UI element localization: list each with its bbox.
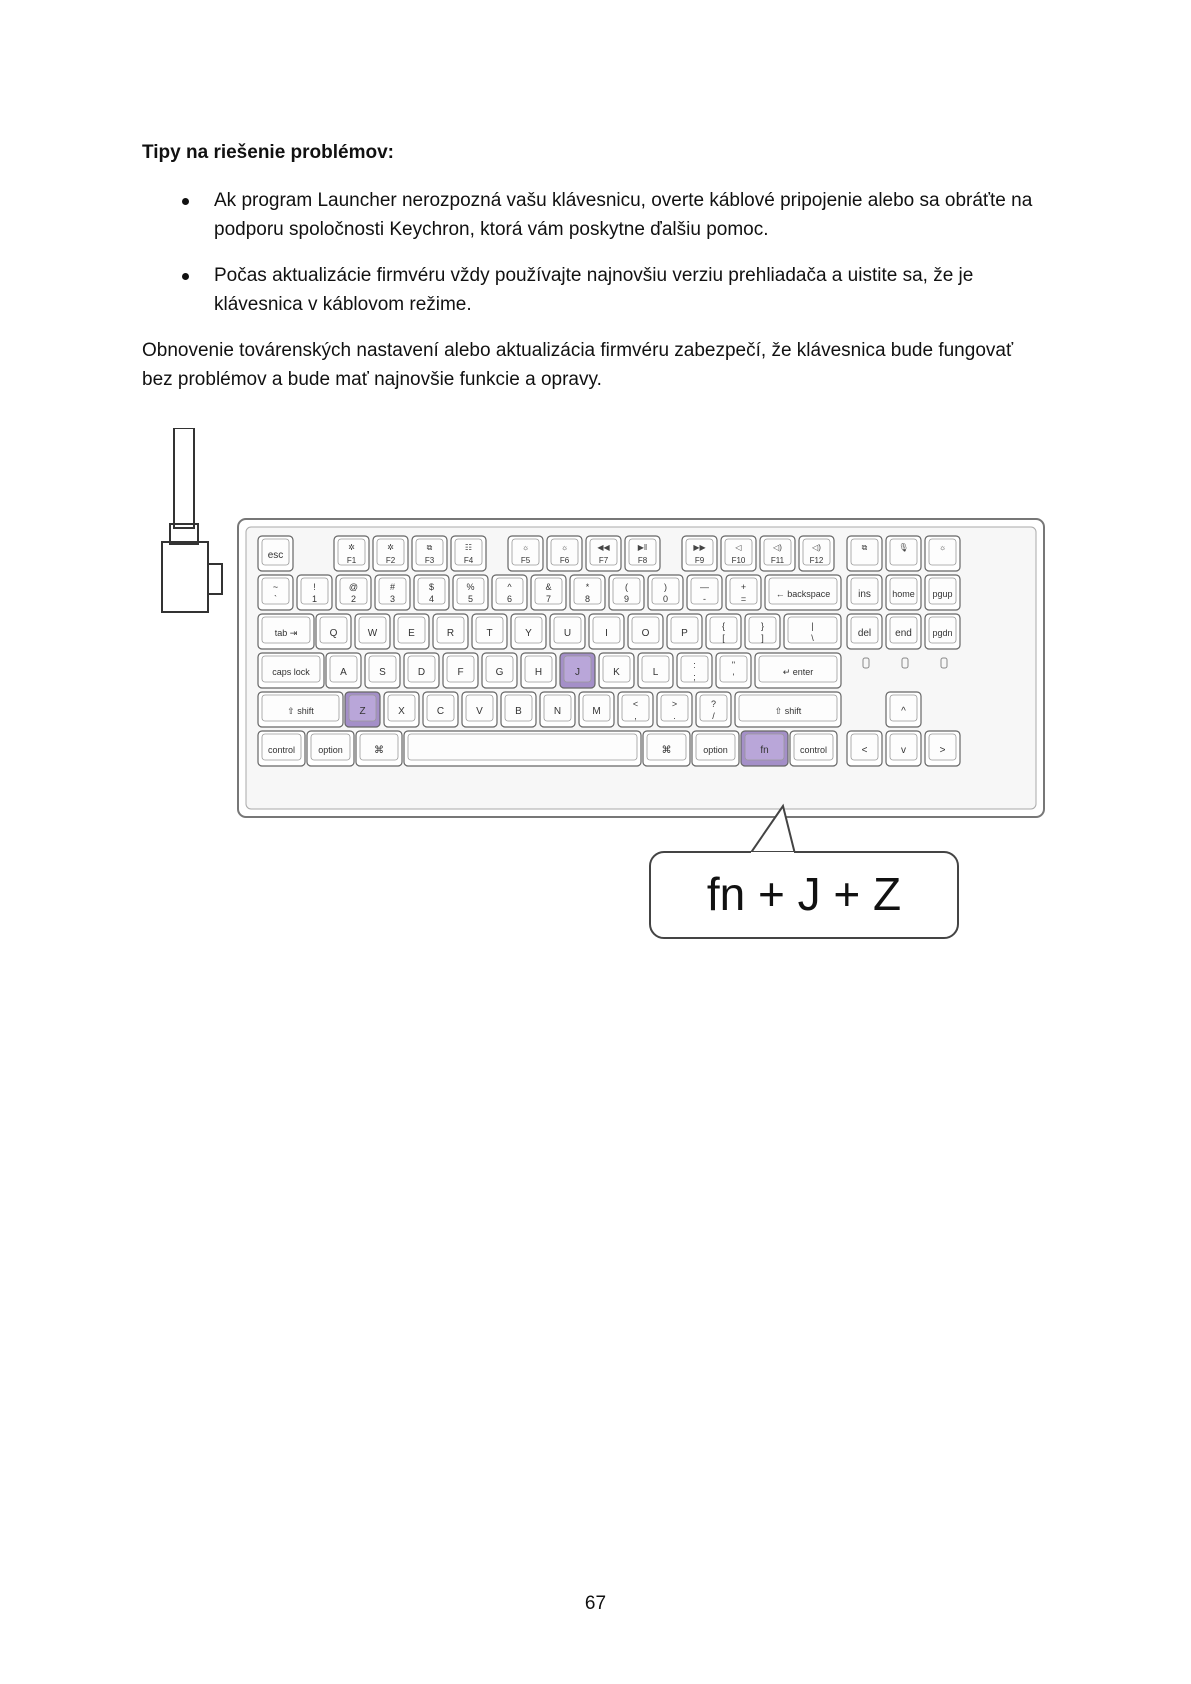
key-legend-bottom: 5 (467, 594, 474, 604)
key-blank (258, 575, 293, 610)
key-8 (570, 575, 605, 610)
key-legend-top: | (811, 621, 814, 631)
key-legend: fn (760, 745, 769, 756)
list-item (142, 186, 1042, 244)
usb-cable-icon (162, 428, 222, 612)
key-key (886, 536, 921, 571)
key-legend: Q (329, 628, 338, 639)
key-f1 (334, 536, 369, 571)
key-legend: F3 (424, 556, 435, 565)
key-blank (847, 731, 882, 766)
key-blank (886, 692, 921, 727)
key-f9 (682, 536, 717, 571)
key-legend: Z (359, 706, 366, 717)
key-function-icon: ▶ǁ (637, 543, 648, 552)
key-legend-top: ^ (507, 582, 512, 592)
key-legend: F10 (731, 556, 746, 565)
key-legend-bottom: . (673, 711, 676, 721)
key-blank (643, 731, 690, 766)
key-pgup (925, 575, 960, 610)
key-legend: K (613, 667, 620, 678)
key-legend: X (398, 706, 405, 717)
key-legend: F6 (559, 556, 570, 565)
key-combo-label: fn + J + Z (706, 868, 902, 920)
key-legend: tab ⇥ (274, 628, 298, 638)
key-control (258, 731, 305, 766)
key-f5 (508, 536, 543, 571)
key-e (394, 614, 429, 649)
key-blank (925, 731, 960, 766)
key-legend-bottom: 1 (311, 594, 318, 604)
key-function-icon: ◁) (773, 543, 782, 552)
key-legend-top: " (731, 660, 736, 670)
key-v (462, 692, 497, 727)
key-blank (657, 692, 692, 727)
key-function-icon: ◁ (735, 543, 742, 552)
key-2 (336, 575, 371, 610)
key-function-icon: ◁) (812, 543, 821, 552)
key-f12 (799, 536, 834, 571)
key-a (326, 653, 361, 688)
key-legend: L (652, 667, 659, 678)
key-del (847, 614, 882, 649)
key-cap-top (408, 734, 637, 760)
key-j (560, 653, 595, 688)
key-enter (755, 653, 841, 688)
key-blank (696, 692, 731, 727)
key-blank (745, 614, 780, 649)
section-heading: Tipy na riešenie problémov: (142, 142, 395, 163)
key-legend: control (799, 745, 828, 755)
key-legend-bottom: 7 (545, 594, 552, 604)
key-legend-top: > (671, 699, 678, 709)
key-b (501, 692, 536, 727)
key-c (423, 692, 458, 727)
key-function-icon: ◀◀ (597, 543, 610, 552)
key-legend: F4 (463, 556, 474, 565)
key-legend: ⌘ (374, 745, 384, 756)
key-function-icon: 🎙 (898, 543, 909, 552)
key-legend: F5 (520, 556, 531, 565)
keyboard-diagram (150, 428, 1050, 948)
tips-list (142, 186, 1042, 336)
key-tab (258, 614, 314, 649)
key-legend: C (436, 706, 445, 717)
key-legend: F9 (694, 556, 705, 565)
key-blank (706, 614, 741, 649)
key-key (404, 731, 641, 766)
key-legend-top: ( (625, 582, 628, 592)
key-legend-top: ) (664, 582, 667, 592)
key-legend-bottom: 8 (584, 594, 591, 604)
key-legend-bottom: / (712, 711, 715, 721)
bullet-icon (182, 198, 189, 205)
key-shift (258, 692, 343, 727)
key-f11 (760, 536, 795, 571)
key-key (847, 536, 882, 571)
key-legend-top: ? (710, 699, 717, 709)
key-legend: end (895, 628, 912, 639)
key-q (316, 614, 351, 649)
key-legend: option (703, 745, 728, 755)
key-function-icon: ☼ (521, 543, 530, 552)
key-blank (618, 692, 653, 727)
key-option (692, 731, 739, 766)
key-legend-bottom: 6 (506, 594, 513, 604)
key-legend: pgdn (932, 628, 953, 638)
key-legend: > (939, 745, 946, 756)
body-paragraph: Obnovenie továrenských nastavení alebo aktualizácia firmvéru zabezpečí, že klávesnica bude fungovať bez problémov a bude mať najnovšie funkcie a opravy. (142, 340, 1014, 390)
key-blank (784, 614, 841, 649)
key-legend: del (857, 628, 872, 639)
key-pgdn (925, 614, 960, 649)
key-i (589, 614, 624, 649)
key-legend-bottom: ` (274, 594, 277, 604)
key-legend-top: * (585, 582, 590, 592)
key-legend: v (901, 745, 906, 756)
key-f (443, 653, 478, 688)
key-legend-bottom: 2 (350, 594, 357, 604)
key-legend: pgup (932, 589, 953, 599)
key-h (521, 653, 556, 688)
key-key (925, 536, 960, 571)
key-legend-bottom: ' (732, 672, 735, 682)
key-legend: S (379, 667, 386, 678)
key-7 (531, 575, 566, 610)
key-6 (492, 575, 527, 610)
key-legend: ↵ enter (782, 667, 814, 677)
key-legend: esc (267, 550, 284, 561)
key-caps-lock (258, 653, 324, 688)
key-legend: M (592, 706, 601, 717)
key-k (599, 653, 634, 688)
key-legend-top: + (740, 582, 747, 592)
key-legend: E (408, 628, 415, 639)
key-legend: D (417, 667, 426, 678)
key-fn (741, 731, 788, 766)
key-legend-top: % (466, 582, 475, 592)
key-legend-top: # (389, 582, 396, 592)
key-legend-top: & (545, 582, 552, 592)
key-legend-bottom: \ (811, 633, 814, 643)
key-legend-bottom: 4 (428, 594, 435, 604)
key-backspace (765, 575, 841, 610)
key-legend: Y (525, 628, 532, 639)
key-legend-top: $ (428, 582, 435, 592)
key-3 (375, 575, 410, 610)
key-legend-top: ! (313, 582, 316, 592)
key-function-icon: ▶▶ (693, 543, 706, 552)
key-s (365, 653, 400, 688)
key-legend-top: : (693, 660, 696, 670)
key-legend: J (575, 667, 580, 678)
key-5 (453, 575, 488, 610)
key-legend: F2 (385, 556, 396, 565)
key-legend: ⇧ shift (287, 706, 314, 716)
key-legend-top: @ (348, 582, 359, 592)
key-legend: < (861, 745, 868, 756)
key-legend-bottom: 0 (662, 594, 669, 604)
key-legend: option (318, 745, 343, 755)
key-legend: N (553, 706, 562, 717)
keyboard-figure (150, 428, 1050, 953)
key-legend-bottom: = (740, 594, 747, 604)
key-legend: O (641, 628, 650, 639)
key-y (511, 614, 546, 649)
key-legend: G (495, 667, 504, 678)
key-9 (609, 575, 644, 610)
key-legend-top: — (700, 582, 709, 592)
key-u (550, 614, 585, 649)
key-legend: F1 (346, 556, 357, 565)
key-legend: B (515, 706, 522, 717)
key-d (404, 653, 439, 688)
key-1 (297, 575, 332, 610)
key-legend: F11 (770, 556, 785, 565)
key-legend: W (367, 628, 378, 639)
key-legend: F (457, 667, 464, 678)
key-p (667, 614, 702, 649)
key-r (433, 614, 468, 649)
key-legend: caps lock (272, 667, 310, 677)
key-blank (677, 653, 712, 688)
key-legend: F7 (598, 556, 609, 565)
key-legend: F8 (637, 556, 648, 565)
key-f2 (373, 536, 408, 571)
key-blank (687, 575, 722, 610)
key-legend-bottom: ] (761, 633, 764, 643)
key-f10 (721, 536, 756, 571)
callout (650, 806, 958, 938)
key-f4 (451, 536, 486, 571)
key-legend: R (446, 628, 455, 639)
key-function-icon: ⧉ (426, 543, 433, 552)
key-x (384, 692, 419, 727)
key-blank (716, 653, 751, 688)
key-home (886, 575, 921, 610)
key-legend: T (486, 628, 493, 639)
key-v (886, 731, 921, 766)
key-m (579, 692, 614, 727)
key-legend-top: { (721, 621, 726, 631)
key-function-icon: ⧉ (861, 543, 868, 552)
key-blank (726, 575, 761, 610)
key-z (345, 692, 380, 727)
bullet-icon (182, 273, 189, 280)
key-legend-bottom: , (634, 711, 637, 721)
key-function-icon: ☼ (938, 543, 947, 552)
key-legend: V (476, 706, 483, 717)
key-legend: U (563, 628, 572, 639)
key-legend: ins (858, 589, 871, 600)
key-legend: F12 (809, 556, 824, 565)
key-legend: ⇧ shift (774, 706, 802, 716)
key-legend-bottom: 9 (623, 594, 630, 604)
list-item-text: Počas aktualizácie firmvéru vždy používajte najnovšiu verziu prehliadača a uistite sa, že je klávesnica v káblovom režime. (214, 265, 974, 315)
page-number: 67 (584, 1593, 607, 1614)
key-ins (847, 575, 882, 610)
key-f7 (586, 536, 621, 571)
key-legend: P (681, 628, 688, 639)
key-l (638, 653, 673, 688)
key-f3 (412, 536, 447, 571)
key-blank (356, 731, 402, 766)
key-legend: ⌘ (661, 745, 672, 756)
key-legend: ^ (901, 706, 906, 717)
key-legend: I (605, 628, 608, 639)
key-legend: A (340, 667, 347, 678)
key-legend: ← backspace (775, 589, 831, 599)
key-legend-top: ~ (272, 582, 279, 592)
key-g (482, 653, 517, 688)
key-o (628, 614, 663, 649)
key-option (307, 731, 354, 766)
key-function-icon: ☷ (464, 543, 473, 552)
key-function-icon: ✲ (387, 543, 394, 552)
key-control (790, 731, 837, 766)
key-w (355, 614, 390, 649)
key-4 (414, 575, 449, 610)
key-legend: H (534, 667, 543, 678)
key-end (886, 614, 921, 649)
list-item-text: Ak program Launcher nerozpozná vašu klávesnicu, overte káblové pripojenie alebo sa obráťte na podporu spoločnosti Keychron, ktorá vám poskytne ďalšiu pomoc. (214, 190, 1033, 240)
key-function-icon: ☼ (560, 543, 569, 552)
key-function-icon: ✲ (348, 543, 355, 552)
key-legend-top: < (632, 699, 639, 709)
key-esc (258, 536, 293, 571)
key-f8 (625, 536, 660, 571)
key-legend: control (267, 745, 296, 755)
key-0 (648, 575, 683, 610)
key-legend-bottom: [ (722, 633, 725, 643)
key-legend-bottom: ; (693, 672, 696, 682)
key-legend-top: } (760, 621, 765, 631)
key-legend-bottom: - (703, 594, 706, 604)
key-legend-bottom: 3 (389, 594, 396, 604)
key-t (472, 614, 507, 649)
key-n (540, 692, 575, 727)
key-legend: home (892, 589, 915, 599)
key-f6 (547, 536, 582, 571)
list-item (142, 261, 1042, 319)
key-shift (735, 692, 841, 727)
